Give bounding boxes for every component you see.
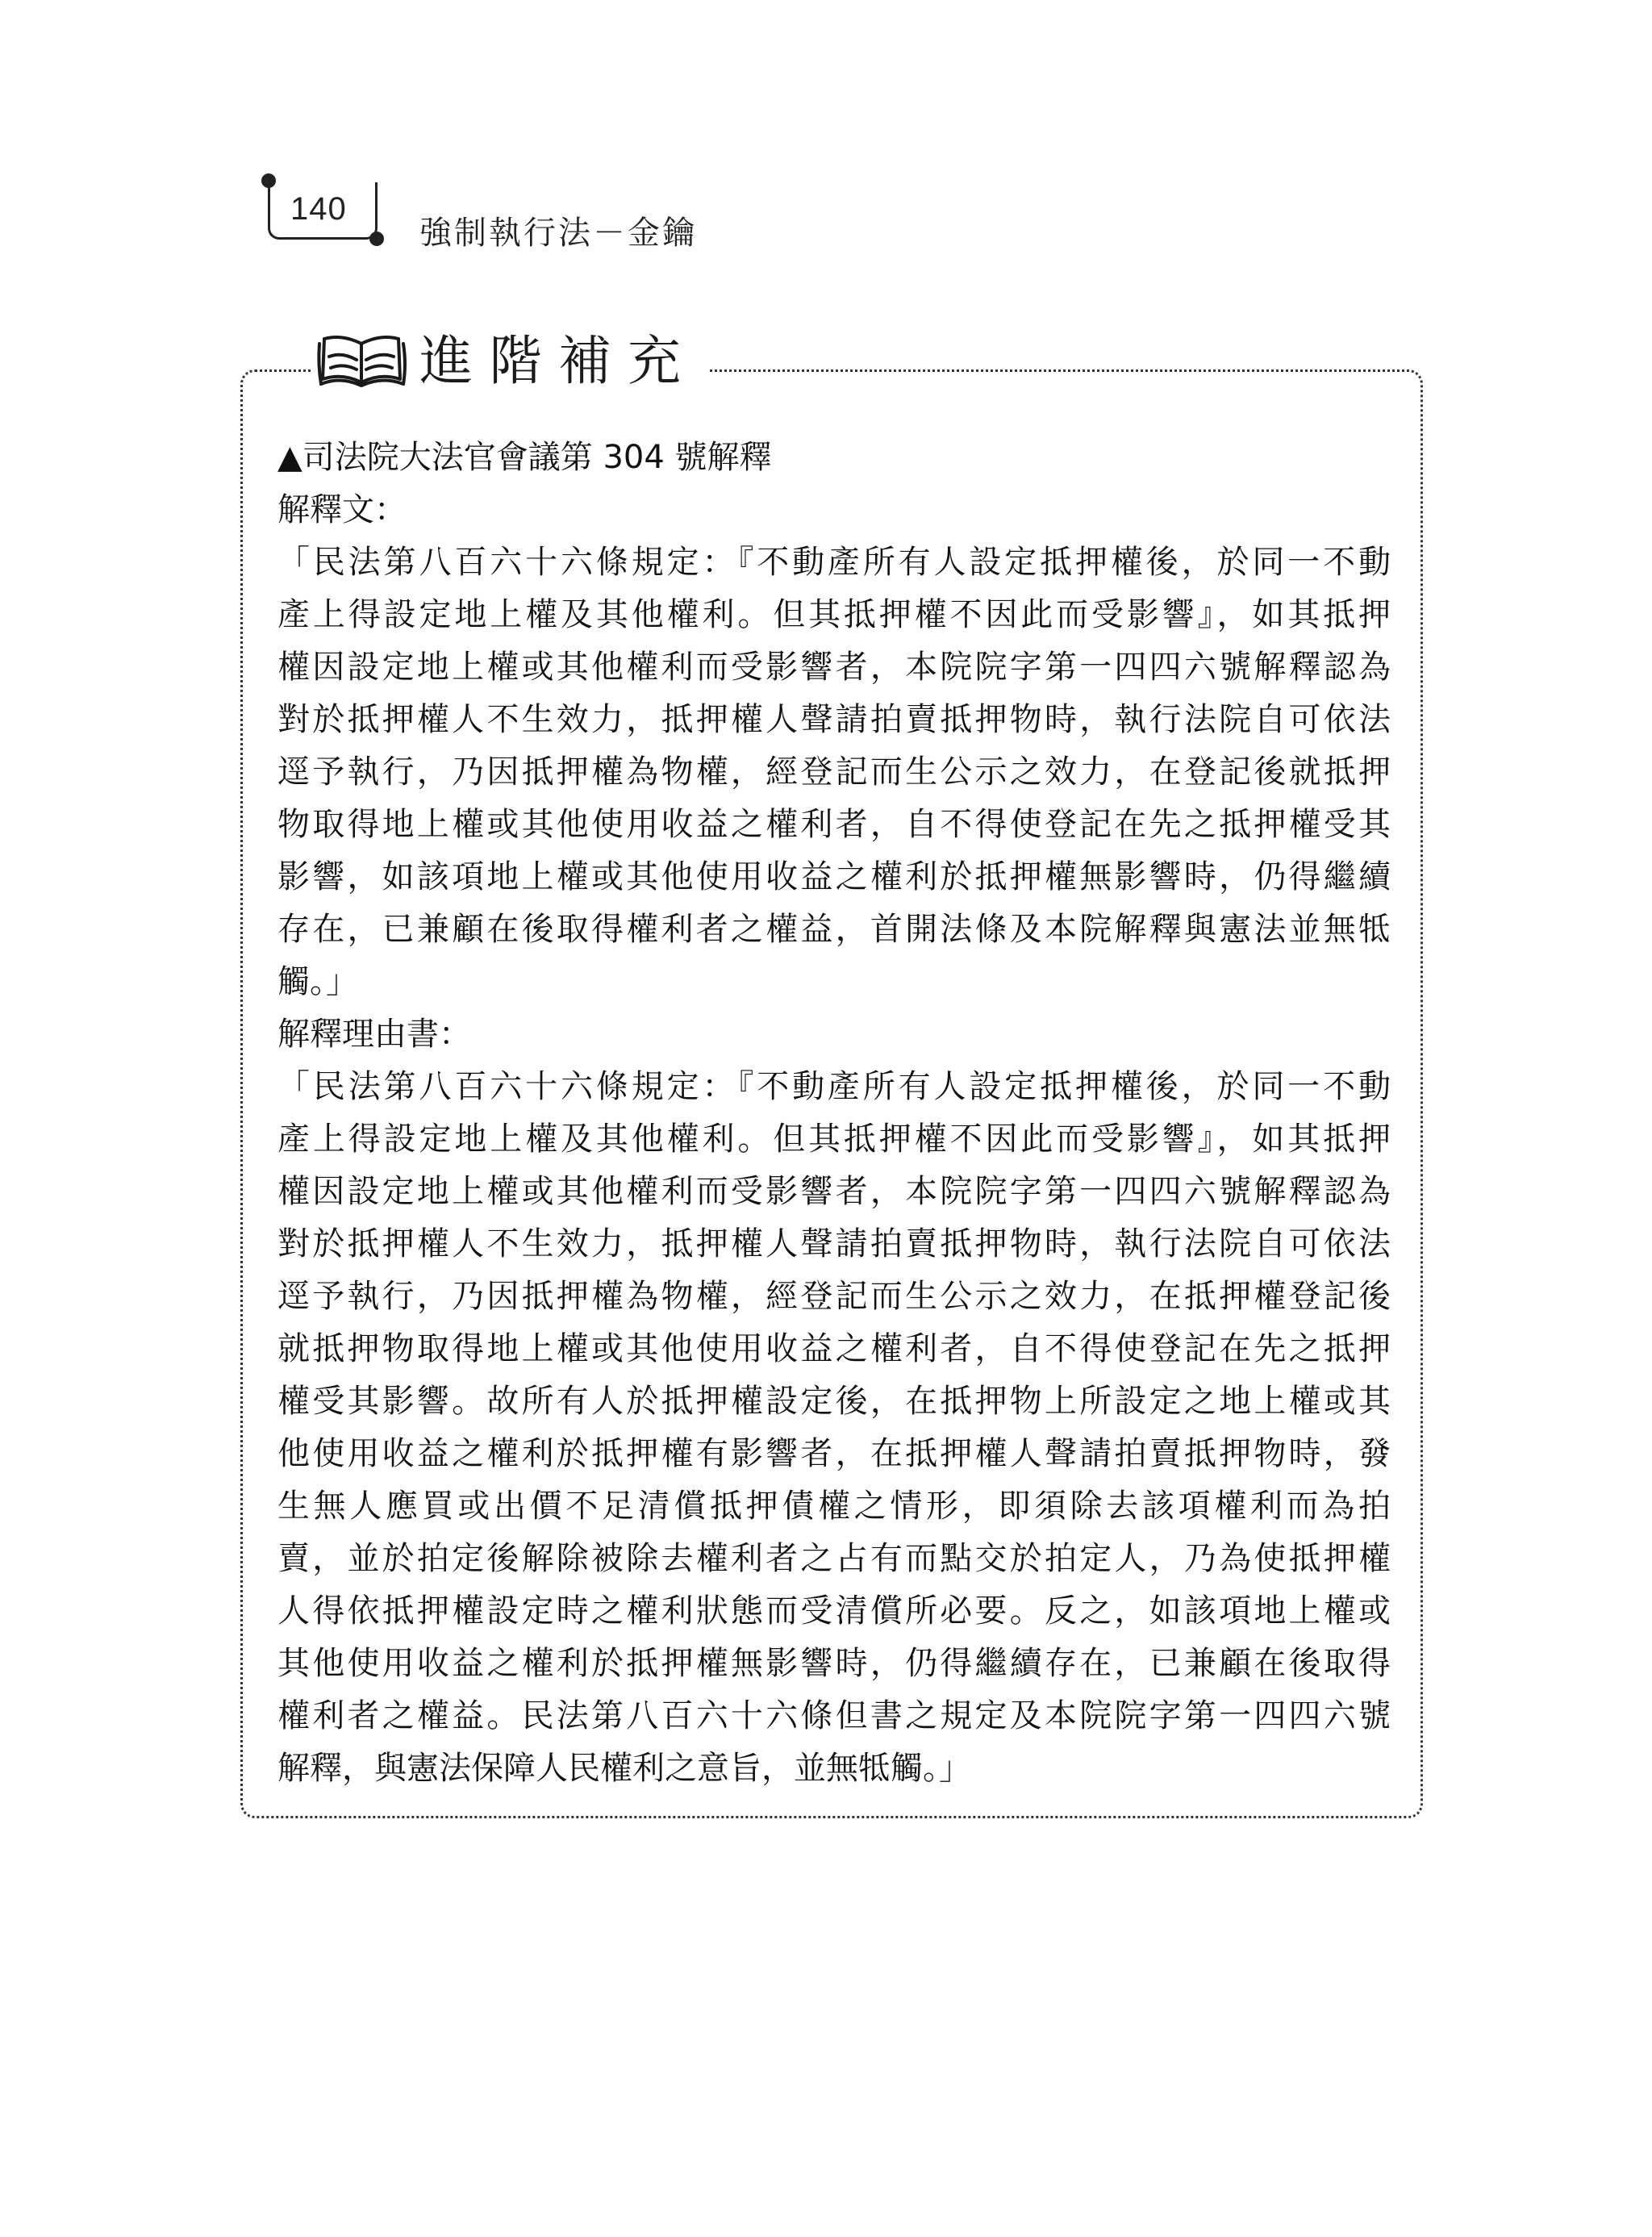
page-number: 140 — [290, 191, 347, 227]
text-line: 就抵押物取得地上權或其他使用收益之權利者，自不得使登記在先之抵押 — [277, 1330, 1391, 1367]
text-line: 權因設定地上權或其他權利而受影響者，本院院字第一四四六號解釋認為 — [277, 1173, 1391, 1210]
text-line: 「民法第八百六十六條規定：『不動產所有人設定抵押權後，於同一不動 — [277, 1068, 1391, 1105]
supplement-content — [277, 432, 1391, 1795]
interpretation-heading: ▲司法院大法官會議第 304 號解釋 — [277, 439, 772, 476]
text-line: 逕予執行，乃因抵押權為物權，經登記而生公示之效力，在登記後就抵押 — [277, 753, 1391, 791]
text-line: 生無人應買或出價不足清償抵押債權之情形，即須除去該項權利而為拍 — [277, 1488, 1391, 1525]
text-line: 人得依抵押權設定時之權利狀態而受清償所必要。反之，如該項地上權或 — [277, 1592, 1391, 1630]
text-line: 對於抵押權人不生效力，抵押權人聲請拍賣抵押物時，執行法院自可依法 — [277, 701, 1391, 738]
interpretation-label: 解釋文： — [277, 491, 407, 528]
open-book-icon — [313, 328, 410, 395]
text-line: 權利者之權益。民法第八百六十六條但書之規定及本院院字第一四四六號 — [277, 1697, 1391, 1734]
text-line: 其他使用收益之權利於抵押權無影響時，仍得繼續存在，已兼顧在後取得 — [277, 1645, 1391, 1682]
reasoning-text — [277, 1061, 1391, 1795]
text-line: 影響，如該項地上權或其他使用收益之權利於抵押權無影響時，仍得繼續 — [277, 858, 1391, 895]
text-line: 權因設定地上權或其他權利而受影響者，本院院字第一四四六號解釋認為 — [277, 649, 1391, 686]
text-line: 存在，已兼顧在後取得權利者之權益，首開法條及本院解釋與憲法並無牴 — [277, 911, 1391, 948]
text-line: 產上得設定地上權及其他權利。但其抵押權不因此而受影響』，如其抵押 — [277, 596, 1391, 633]
text-line: 物取得地上權或其他使用收益之權利者，自不得使登記在先之抵押權受其 — [277, 806, 1391, 843]
supplement-heading — [313, 321, 710, 402]
text-line: 對於抵押權人不生效力，抵押權人聲請拍賣抵押物時，執行法院自可依法 — [277, 1225, 1391, 1262]
text-line: 賣，並於拍定後解除被除去權利者之占有而點交於拍定人，乃為使抵押權 — [277, 1540, 1391, 1577]
running-header-title: 強制執行法－金鑰 — [419, 215, 697, 252]
text-line: 觸。」 — [277, 963, 358, 1000]
reasoning-label: 解釋理由書： — [277, 1016, 471, 1053]
text-line: 「民法第八百六十六條規定：『不動產所有人設定抵押權後，於同一不動 — [277, 544, 1391, 581]
text-line: 解釋，與憲法保障人民權利之意旨，並無牴觸。」 — [277, 1750, 971, 1787]
text-line: 權受其影響。故所有人於抵押權設定後，在抵押物上所設定之地上權或其 — [277, 1383, 1391, 1420]
text-line: 他使用收益之權利於抵押權有影響者，在抵押權人聲請拍賣抵押物時，發 — [277, 1435, 1391, 1472]
interpretation-text — [277, 536, 1391, 1008]
text-line: 逕予執行，乃因抵押權為物權，經登記而生公示之效力，在抵押權登記後 — [277, 1278, 1391, 1315]
supplement-title: 進階補充 — [419, 330, 697, 392]
text-line: 產上得設定地上權及其他權利。但其抵押權不因此而受影響』，如其抵押 — [277, 1121, 1391, 1158]
